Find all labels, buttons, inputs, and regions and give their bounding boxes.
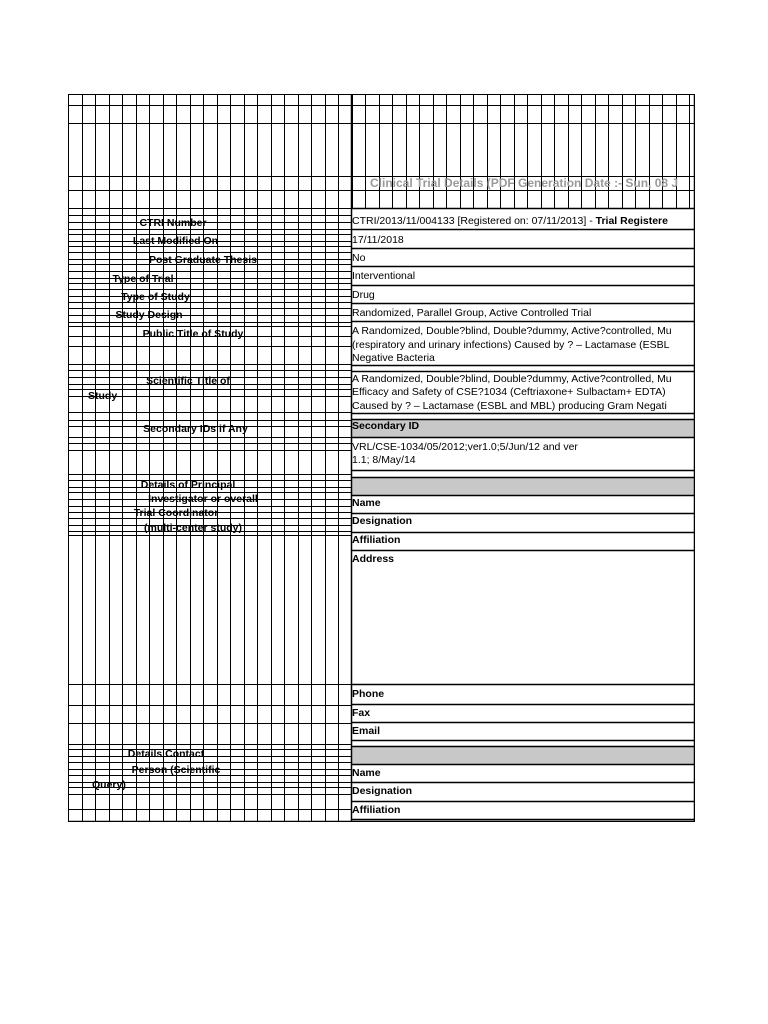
trial-details-sheet bbox=[68, 94, 695, 822]
label-secondary-ids: Secondary IDs if Any bbox=[143, 423, 248, 435]
value-scientific-title-1: A Randomized, Double?blind, Double?dummy, Active?controlled, Mu bbox=[352, 373, 672, 385]
value-secondary-id-2: 1.1; 8/May/14 bbox=[352, 454, 416, 466]
contact-name-label: Name bbox=[352, 767, 381, 779]
label-type-of-trial: Type of Trial bbox=[112, 273, 174, 285]
label-type-of-study: Type of Study bbox=[121, 291, 190, 303]
label-pi-line2: Investigator or overall bbox=[148, 493, 258, 505]
secondary-id-header: Secondary ID bbox=[352, 420, 420, 432]
label-scientific-title: Scientific Title of bbox=[146, 375, 230, 387]
contact-affiliation-label: Affiliation bbox=[352, 804, 401, 816]
page-title: Clinical Trial Details (PDF Generation Date :- Sun, 08 J bbox=[370, 176, 679, 190]
label-study-design: Study Design bbox=[115, 309, 183, 321]
pi-section-bar bbox=[352, 477, 695, 495]
label-ctri-number: CTRI Number bbox=[139, 217, 207, 229]
pi-phone-label: Phone bbox=[352, 688, 385, 700]
label-last-modified: Last Modified On bbox=[132, 235, 219, 247]
label-pi-line3: Trial Coordinator bbox=[133, 507, 219, 519]
label-pi-line1: Details of Principal bbox=[140, 479, 236, 491]
value-public-title-3: Negative Bacteria bbox=[352, 352, 435, 364]
label-pi-line4: (multi-center study) bbox=[143, 522, 242, 534]
value-scientific-title-3: Caused by ? – Lactamase (ESBL and MBL) producing Gram Negati bbox=[352, 400, 667, 412]
pi-name-label: Name bbox=[352, 497, 381, 509]
label-contact-line1: Details Contact bbox=[127, 748, 205, 760]
pi-designation-label: Designation bbox=[352, 515, 413, 527]
value-type-of-trial: Interventional bbox=[352, 270, 416, 282]
value-scientific-title-2: Efficacy and Safety of CSE?1034 (Ceftriaxone+ Sulbactam+ EDTA) bbox=[352, 386, 666, 398]
value-ctri-number: CTRI/2013/11/004133 [Registered on: 07/11/2013] - Trial Registere bbox=[352, 215, 668, 227]
pi-address-label: Address bbox=[352, 553, 395, 565]
pi-email-label: Email bbox=[352, 725, 381, 737]
value-pg-thesis: No bbox=[352, 252, 366, 264]
label-contact-line2: Person (Scientific bbox=[131, 764, 221, 776]
pi-affiliation-label: Affiliation bbox=[352, 534, 401, 546]
value-public-title-1: A Randomized, Double?blind, Double?dummy, Active?controlled, Mu bbox=[352, 325, 672, 337]
label-public-title: Public Title of Study bbox=[142, 328, 244, 340]
pi-fax-label: Fax bbox=[352, 707, 371, 719]
label-contact-line3: Query) bbox=[92, 779, 126, 791]
value-public-title-2: (respiratory and urinary infections) Caused by ? – Lactamase (ESBL bbox=[352, 339, 670, 351]
value-type-of-study: Drug bbox=[352, 289, 375, 301]
value-study-design: Randomized, Parallel Group, Active Controlled Trial bbox=[352, 307, 592, 319]
contact-section-bar bbox=[352, 746, 695, 764]
value-secondary-id-1: VRL/CSE-1034/05/2012;ver1.0;5/Jun/12 and ver bbox=[352, 441, 578, 453]
label-pg-thesis: Post Graduate Thesis bbox=[149, 254, 257, 266]
label-scientific-title-cont: Study bbox=[88, 390, 118, 402]
value-last-modified: 17/11/2018 bbox=[352, 234, 404, 246]
contact-designation-label: Designation bbox=[352, 785, 413, 797]
